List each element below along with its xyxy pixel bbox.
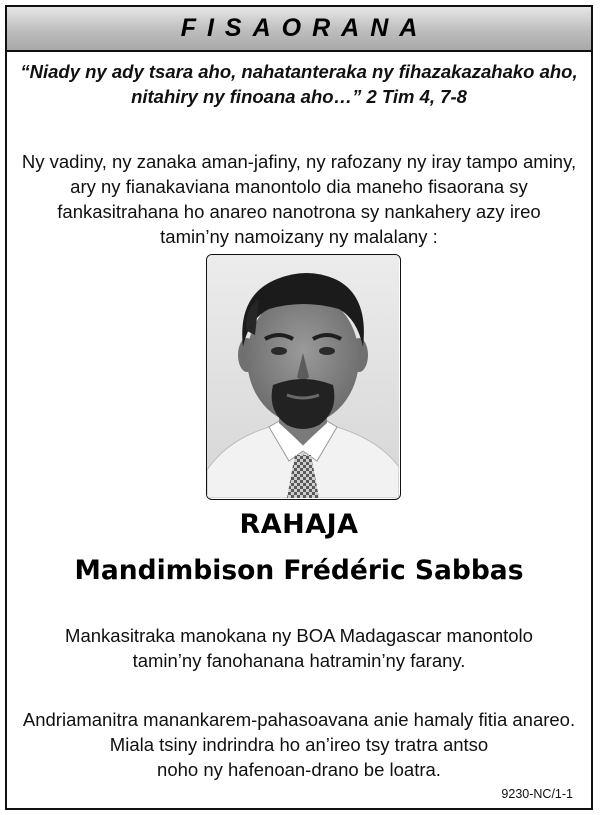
notice-title: FISAORANA — [180, 14, 429, 42]
prayer-line: Miala tsiny indrindra ho an’ireo tsy tratra antso — [109, 734, 489, 755]
portrait-image — [207, 255, 399, 498]
notice-frame — [5, 5, 593, 810]
prayer-line: Andriamanitra manankarem-pahasoavana anie hamaly fitia anareo. — [22, 709, 576, 730]
thanks-paragraph — [7, 623, 591, 673]
quote-line: “Niady ny ady tsara aho, nahatanteraka ny fihazakazahako aho, — [20, 61, 578, 82]
intro-line: ary ny fianakaviana manontolo dia maneho fisaorana sy — [70, 176, 528, 197]
intro-line: tamin’ny namoizany ny malalany : — [160, 226, 438, 247]
intro-line: fankasitrahana ho anareo nanotrona sy nankahery azy ireo — [57, 201, 541, 222]
portrait-photo — [206, 254, 401, 500]
prayer-line: noho ny hafenoan-drano be loatra. — [157, 759, 441, 780]
quote-line: nitahiry ny finoana aho…” 2 Tim 4, 7-8 — [131, 86, 467, 107]
thanks-line: Mankasitraka manokana ny BOA Madagascar manontolo — [65, 625, 533, 646]
header-banner — [7, 7, 591, 52]
deceased-surname: RAHAJA — [239, 509, 359, 540]
deceased-given-names: Mandimbison Frédéric Sabbas — [74, 555, 524, 586]
prayer-paragraph — [7, 707, 591, 782]
bible-quote — [7, 59, 591, 109]
reference-code: 9230-NC/1-1 — [501, 787, 573, 801]
thanks-line: tamin’ny fanohanana hatramin’ny farany. — [132, 650, 466, 671]
intro-line: Ny vadiny, ny zanaka aman-jafiny, ny rafozany ny iray tampo aminy, — [21, 151, 577, 172]
intro-paragraph — [7, 149, 591, 249]
